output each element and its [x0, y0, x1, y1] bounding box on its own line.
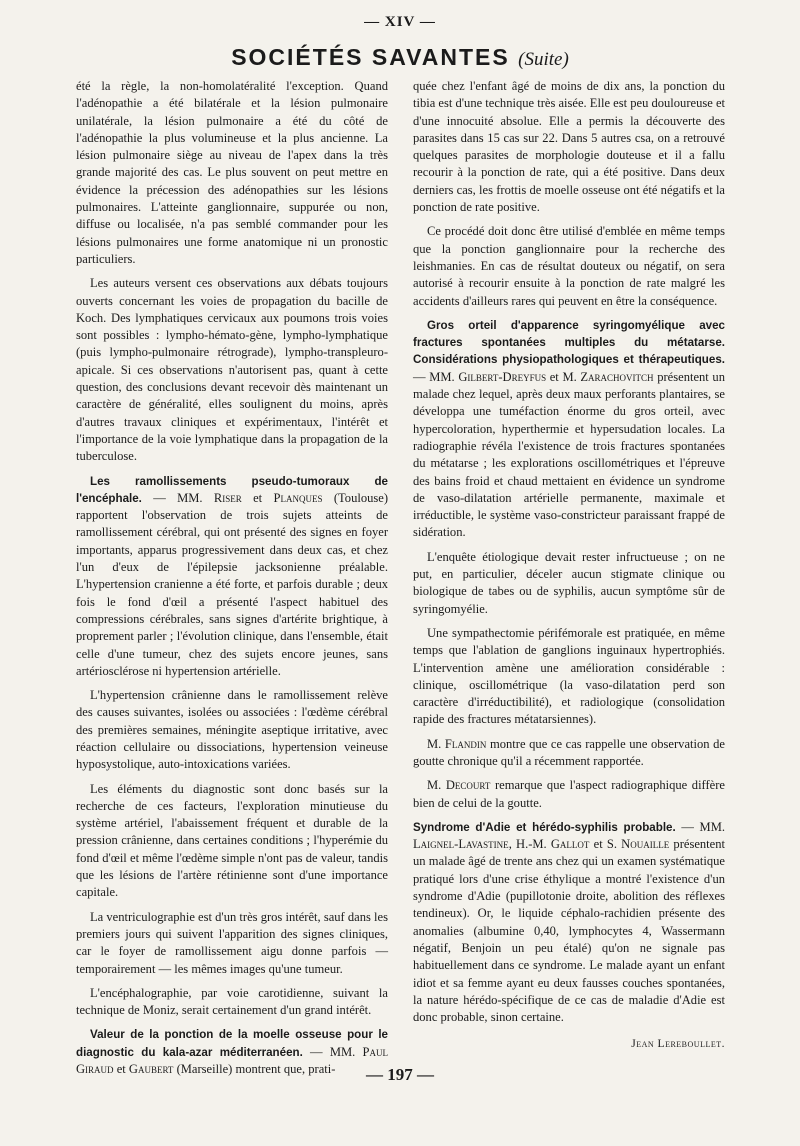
- comment-flandin: M. Flandin montre que ce cas rappelle une observation de goutte chronique qu'il a récemment rapportée.: [413, 736, 725, 768]
- left-paragraph: été la règle, la non-homolatéralité l'exception. Quand l'adénopathie a été bilatérale et la lésion pulmonaire unilatérale, la lésion pulmonaire a été du côté de l'adénopathie la plus volumineuse et la plus ancienne. La lésion pulmonaire siège au niveau de l'apex dans la très grande majorité des cas. Le plus souvent on peut mettre en évidence la précession des adénopathies sur les lésions pulmonaires. L'atteinte ganglionnaire, suppurée ou non, diffuse ou localisée, n'a pas semblé commander pour les lésions pulmonaires une forme anatomique ni un pronostic particuliers.: [76, 79, 388, 266]
- left-paragraph: La ventriculographie est d'un très gros intérêt, sauf dans les premiers jours qui suivent l'apparition des signes cliniques, car le foyer de ramollissement aigu donne parfois — temporairement — les mêmes images qu'une tumeur.: [76, 909, 388, 976]
- article-kala-azar: Valeur de la ponction de la moelle osseuse pour le diagnostic du kala-azar méditerranéen. — MM. Paul Giraud et Gaubert (Marseille) montrent que, prati-: [76, 1028, 388, 1077]
- article-gros-orteil: Gros orteil d'apparence syringomyélique avec fractures spontanées multiples du métatarse. Considérations physiopathologiques et thérapeutiques. — MM. Gilbert-Dreyfus et M. Zarachovitch présentent un malade chez lequel, après deux maux perforants plantaires, se développa une tuméfaction énorme du gros orteil, avec hypercoloration, hyperthermie et hypersudation locales. La radiographie révéla l'existence de trois fractures spontanées du métatarse ; les explorations oscillométriques et l'épreuve des bains froid et chaud mettaient en évidence un syndrome de vaso-dilatation artérielle permanente, maximale et irréductible, le système vaso-constricteur paraissant frappé de sidération.: [413, 318, 725, 540]
- author-name: Gilbert-Dreyfus: [458, 369, 547, 384]
- right-paragraph: quée chez l'enfant âgé de moins de dix ans, la ponction du tibia est d'une technique très aisée. Elle est peu douloureuse et d'une innocuité absolue. Elle a permis la découverte des parasites dans 15 cas sur 22. Dans 5 autres csa, on a retrouvé quelques parasites de morphologie douteuse et il a fallu recourir à la ponction de rate, qui a été positive. Dans deux derniers cas, les frottis de moelle osseuse ont été négatifs et la ponction de rate positive.: [413, 79, 725, 215]
- right-paragraph: Une sympathectomie périfémorale est pratiquée, en même temps que l'ablation de ganglions inguinaux hypertrophiés. L'intervention amène une amélioration considérable : clinique, oscillométrique (la vaso-dilatation perd son caractère d'irréductibilité), et radiologique (consolidation rapide des fractures métatarsiennes).: [413, 625, 725, 727]
- signature: Jean Lereboullet.: [631, 1038, 725, 1051]
- right-column: [413, 78, 725, 1054]
- author-name: Zarachovitch: [580, 369, 654, 384]
- author-name: Riser: [213, 490, 242, 505]
- article-adie: Syndrome d'Adie et hérédo-syphilis probable. — MM. Laignel-Lavastine, H.-M. Gallot et S. Nouaille présentent un malade âgé de trente ans chez qui un examen systématique pratiqué lors d'une crise éthylique a montré l'existence d'un syndrome d'Adie (pupillotonie droite, abolition des réflexes tendineux). Or, le liquide céphalo-rachidien présente des anomalies (albumine 0,40, lymphocytes 4, Wassermann négatif, Benjoin un peu étalé) qu'on ne signale pas habituellement dans ce syndrome. Le malade ayant un enfant idiot et sa femme ayant eu deux fausses couches spontanées, la nature hérédo-spécifique de ce cas de maladie d'Adie est donc probable, sinon certaine.: [413, 819, 725, 1025]
- author-name: Planques: [273, 490, 323, 505]
- author-name: Laignel-Lavastine: [413, 837, 509, 852]
- roman-page-number: — XIV —: [364, 14, 436, 30]
- article-ramollissements: Les ramollissements pseudo-tumoraux de l'encéphale. — MM. Riser et Planques (Toulouse) rapportent l'observation de trois sujets atteints de ramollissement cérébral, qui ont présenté des signes en foyer importants, apparus progressivement dans deux cas, et chez l'un d'eux de l'épilepsie jacksonienne préalable. L'hypertension cranienne a été forte, et parfois durable ; deux fois le fond d'œil a présenté l'aspect habituel des compressions cérébrales, sans signes d'artérite brightique, à proprement parler ; l'évolution clinique, dans l'ensemble, était celle d'une tumeur, chez des sujets encore jeunes, sans artériosclérose ni hypertension artérielle.: [76, 474, 389, 678]
- left-paragraph: Les éléments du diagnostic sont donc basés sur la recherche de ces facteurs, l'exploration minutieuse du système artériel, l'abaissement fréquent et durable de la pression crânienne, dans certaines conditions ; l'hyperémie du fond d'œil et même l'œdème simple n'ont pas de valeur, tandis que les lésions de l'artère rétinienne sont d'une importance capitale.: [76, 781, 388, 900]
- left-paragraph: L'hypertension crânienne dans le ramollissement relève des causes suivantes, isolées ou associées : l'œdème cérébral des premières semaines, méningite aseptique irritative, avec réaction cellulaire ou dissociations, hypertension veineuse hyposystolique, auto-intoxications variées.: [76, 688, 388, 772]
- author-name: S. Nouaille: [606, 837, 670, 852]
- article-heading: Valeur de la ponction de la moelle osseuse pour le diagnostic du kala-azar méditerranéen.: [76, 1028, 388, 1059]
- left-paragraph: L'encéphalographie, par voie carotidienne, suivant la technique de Moniz, serait certainement d'un grand intérêt.: [76, 985, 388, 1018]
- right-paragraph: L'enquête étiologique devait rester infructueuse ; on ne put, en particulier, déceler aucun stigmate clinique ou biologique de tabes ou de syphilis, aucun symptôme sûr de syringomyélie.: [413, 549, 725, 616]
- author-name: Flandin: [444, 736, 487, 751]
- author-name: Decourt: [445, 778, 491, 793]
- page-number: — 197 —: [366, 1065, 434, 1084]
- author-name: Paul Giraud: [76, 1044, 388, 1077]
- article-heading: Gros orteil d'apparence syringomyélique avec fractures spontanées multiples du métatarse. Considérations physiopathologiques et thérapeutiques.: [413, 318, 725, 367]
- author-name: Gaubert: [128, 1062, 174, 1077]
- comment-decourt: M. Decourt remarque que l'aspect radiographique diffère bien de celui de la goutte.: [413, 778, 725, 810]
- section-header: [0, 44, 800, 71]
- section-suite: (Suite): [518, 49, 569, 70]
- author-name: H.-M. Gallot: [516, 837, 590, 852]
- article-heading: Les ramollissements pseudo-tumoraux de l'encéphale.: [76, 474, 388, 505]
- left-paragraph: Les auteurs versent ces observations aux débats toujours ouverts concernant les voies de propagation du bacille de Koch. Des lymphatiques cervicaux aux poumons trois voies sont possibles : lympho-hémato-gène, lympho-lymphatique (puis lympho-pulmonaire rétrograde), lympho-transpleuro-apicale. Si ces observations n'autorisent pas, quant à cette question, des conclusions devant recevoir dès maintenant un caractère de généralité, elles soulignent du moins, après d'autres travaux cliniques et expérimentaux, l'intérêt et l'importance de la voie lymphatique dans la propagation de la tuberculose.: [76, 276, 388, 464]
- right-paragraph: Ce procédé doit donc être utilisé d'emblée en même temps que la ponction ganglionnaire pour la recherche des leishmanies. En cas de résultat douteux ou négatif, on sera autorisé à recourir ensuite à la ponction de rate malgré les accidents d'ailleurs rares qui peuvent en être la conséquence.: [413, 224, 725, 308]
- section-title: SOCIÉTÉS SAVANTES: [231, 44, 510, 70]
- left-column: [76, 78, 388, 1085]
- article-heading: Syndrome d'Adie et hérédo-syphilis probable.: [413, 820, 676, 834]
